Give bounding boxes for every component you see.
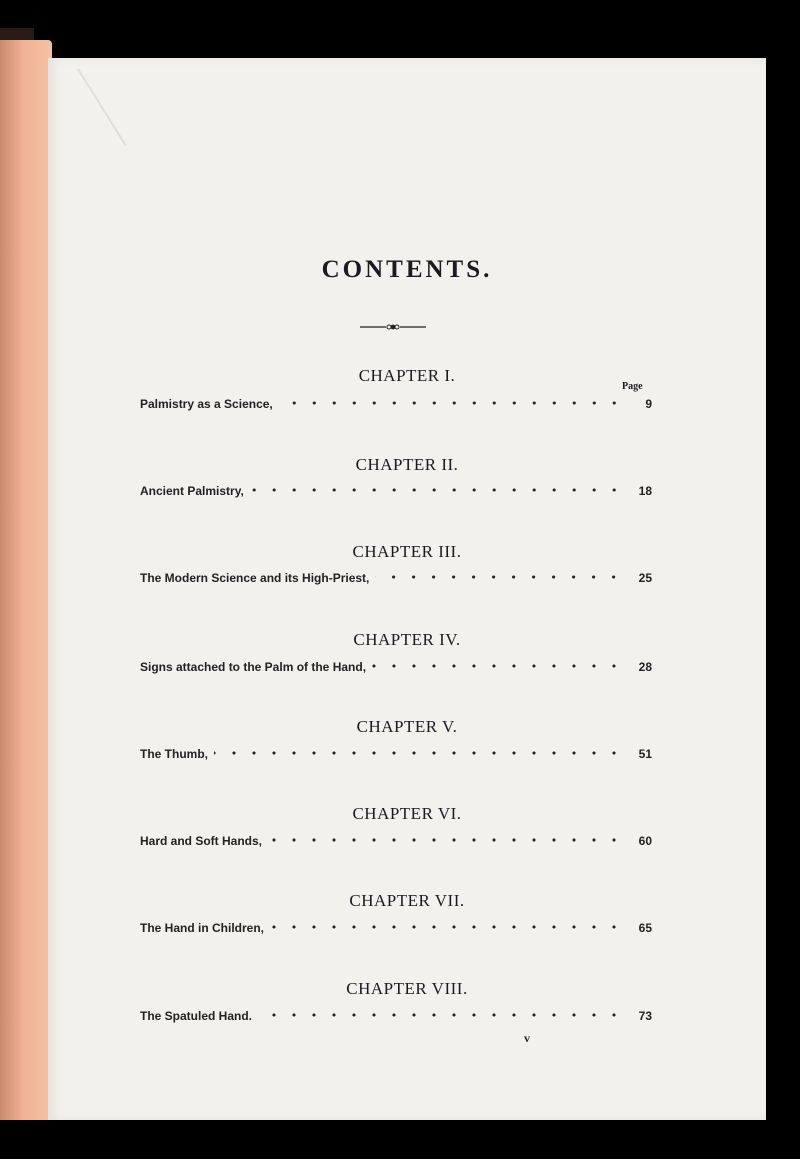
dot-leader [250,485,624,495]
chapter-heading: CHAPTER II. [355,455,459,474]
toc-entry-title: Ancient Palmistry, [140,484,244,498]
dot-leader [214,748,624,758]
toc-entry-title: The Thumb, [140,747,208,761]
toc-entry-page: 60 [638,834,652,848]
page-folio: v [524,1031,530,1045]
chapter-heading: CHAPTER III. [352,542,462,561]
book-page [48,58,766,1120]
title-ornament [358,321,428,333]
toc-entry[interactable] [140,484,652,502]
page-column-label: Page [622,381,643,392]
toc-entry-title: The Hand in Children, [140,921,265,935]
chapter-heading: CHAPTER I. [358,366,456,385]
toc-entry-page: 25 [638,571,652,585]
dot-leader [268,835,624,845]
toc-entry[interactable] [140,571,652,589]
chapter-heading: CHAPTER IV. [353,630,461,649]
dot-leader [279,398,624,408]
toc-entry-title: Signs attached to the Palm of the Hand, [140,660,367,674]
toc-entry-page: 51 [638,747,652,761]
page-crease [77,68,126,145]
toc-entry[interactable] [140,747,652,765]
dot-leader [372,661,624,671]
toc-entry-page: 18 [638,484,652,498]
chapter-heading: CHAPTER VIII. [346,979,468,998]
dot-leader [375,572,624,582]
dot-leader [258,1010,624,1020]
toc-entry-page: 9 [645,397,652,411]
chapter-heading: CHAPTER VII. [349,891,465,910]
chapter-heading: CHAPTER VI. [352,804,462,823]
toc-entry[interactable] [140,660,652,678]
toc-entry-page: 28 [638,660,652,674]
chapter-heading: CHAPTER V. [356,717,458,736]
book-cover-edge [0,40,52,1120]
toc-entry-title: Palmistry as a Science, [140,397,273,411]
toc-entry[interactable] [140,1009,652,1027]
toc-entry-title: Hard and Soft Hands, [140,834,263,848]
toc-entry[interactable] [140,397,652,415]
toc-entry-title: The Modern Science and its High-Priest, [140,571,370,585]
contents-title: CONTENTS. [321,256,493,283]
dot-leader [270,922,624,932]
toc-entry[interactable] [140,921,652,939]
toc-entry[interactable] [140,834,652,852]
toc-entry-page: 65 [638,921,652,935]
toc-entry-page: 73 [638,1009,652,1023]
toc-entry-title: The Spatuled Hand. [140,1009,253,1023]
